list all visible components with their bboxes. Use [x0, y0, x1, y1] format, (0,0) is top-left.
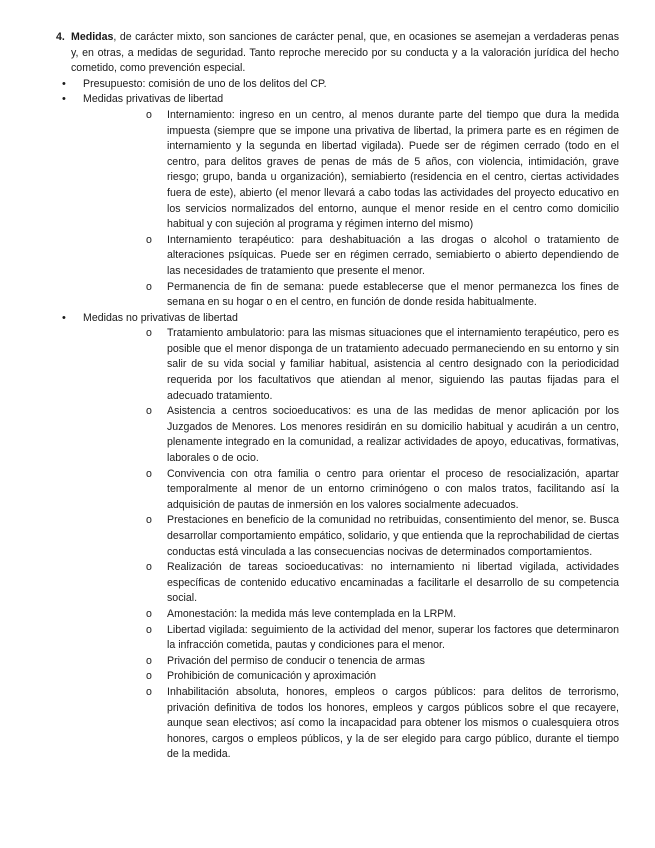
- sub-item-text: Privación del permiso de conducir o tenencia de armas: [167, 654, 425, 667]
- bullet-item: [38, 92, 619, 310]
- sub-bullet-marker: o: [146, 327, 152, 340]
- sub-item: [83, 607, 619, 623]
- sub-item: [83, 280, 619, 311]
- bullet-label: Medidas no privativas de libertad: [83, 311, 238, 324]
- item-intro: , de carácter mixto, son sanciones de carácter penal, que, en ocasiones se asemejan a verdaderas penas y, en otras, a medidas de seguridad. Tanto reproche merecido por su conducta y a la valoración jurídica del hecho cometido, como prevención especial.: [71, 31, 619, 75]
- sub-list: [83, 108, 619, 311]
- bullet-label: Presupuesto: comisión de uno de los delitos del CP.: [83, 77, 327, 90]
- sub-item: [83, 623, 619, 654]
- sub-item-text: Inhabilitación absoluta, honores, empleos o cargos públicos: para delitos de terrorismo, privación definitiva de todos los honores, empleos y cargos públicos sobre el que recayere, aunque sean electivos; así como la incapacidad para obtener los mismos o cualesquiera otros honores, cargos o empleos públicos, y la de ser elegido para cargo público, durante el tiempo de la medida.: [167, 685, 619, 761]
- sub-bullet-marker: o: [146, 685, 152, 698]
- sub-bullet-marker: o: [146, 405, 152, 418]
- sub-item: [83, 685, 619, 763]
- sub-item: [83, 404, 619, 466]
- sub-bullet-marker: o: [146, 467, 152, 480]
- bullet-marker: •: [62, 77, 66, 90]
- sub-item: [83, 467, 619, 514]
- sub-item: [83, 669, 619, 685]
- sub-item-text: Internamiento terapéutico: para deshabituación a las drogas o alcohol o tratamiento de alteraciones psíquicas. Puede ser en régimen cerrado, semiabierto o abierto dependiendo de las necesidades de tratamiento que presente el menor.: [167, 233, 619, 277]
- sub-item-text: Convivencia con otra familia o centro para orientar el proceso de resocialización, apartar temporalmente al menor de un entorno criminógeno o con malos tratos, facilitando así la adquisición de pautas de inmersión en los valores socialmente adecuados.: [167, 467, 619, 511]
- sub-list: [83, 326, 619, 763]
- sub-item-text: Permanencia de fin de semana: puede establecerse que el menor permanezca los fines de semana en su hogar o en el centro, en función de donde resida habitualmente.: [167, 280, 619, 309]
- sub-item: [83, 654, 619, 670]
- sub-bullet-marker: o: [146, 654, 152, 667]
- sub-item: [83, 108, 619, 233]
- bullet-item: [38, 311, 619, 763]
- sub-item-text: Realización de tareas socioeducativas: no internamiento ni libertad vigilada, actividades específicas de contenido educativo encaminadas a facilitarle el desarrollo de su competencia social.: [167, 561, 619, 605]
- sub-bullet-marker: o: [146, 561, 152, 574]
- sub-item: [83, 326, 619, 404]
- bullet-list: [38, 77, 619, 763]
- sub-item-text: Libertad vigilada: seguimiento de la actividad del menor, superar los factores que determinaron la infracción cometida, pautas y condiciones para el menor.: [167, 623, 619, 652]
- sub-item-text: Internamiento: ingreso en un centro, al menos durante parte del tiempo que dura la medida impuesta (siempre que se impone una privativa de libertad, la primera parte es en régimen de internamiento y la segunda en libertad vigilada). Puede ser de régimen cerrado (todo en el centro, para delitos graves de penas de más de 5 años, con violencia, intimidación, grave riesgo; grupo, banda u organización), semiabierto (residencia en el centro, ciertas actividades fuera de este), abierto (el menor llevará a cabo todas las actividades del proyecto educativo en los servicios normalizados del entorno, aunque el menor reside en el centro como domicilio habitual y con sujeción al programa y régimen interno del mismo): [167, 108, 619, 231]
- sub-bullet-marker: o: [146, 108, 152, 121]
- sub-item-text: Prestaciones en beneficio de la comunidad no retribuidas, consentimiento del menor, se. Busca desarrollar comportamiento empático, solidario, y que entienda que la reprochabilidad de ciertas conductas está vinculada a las consecuencias nocivas de determinados comportamientos.: [167, 514, 619, 558]
- sub-item: [83, 233, 619, 280]
- item-number: 4.: [56, 31, 65, 43]
- sub-item: [83, 513, 619, 560]
- sub-bullet-marker: o: [146, 607, 152, 620]
- sub-bullet-marker: o: [146, 233, 152, 246]
- sub-item-text: Amonestación: la medida más leve contemplada en la LRPM.: [167, 607, 457, 620]
- sub-bullet-marker: o: [146, 280, 152, 293]
- bullet-item: [38, 77, 619, 93]
- sub-bullet-marker: o: [146, 670, 152, 683]
- sub-bullet-marker: o: [146, 623, 152, 636]
- sub-item-text: Asistencia a centros socioeducativos: es una de las medidas de menor aplicación por los Juzgados de Menores. Los menores residirán en su domicilio habitual y acudirán a un centro, plenamente integrado en la comunidad, a realizar actividades de apoyo, educativas, formativas, laborales o de ocio.: [167, 405, 619, 465]
- sub-item-text: Tratamiento ambulatorio: para las mismas situaciones que el internamiento terapéutico, pero es posible que el menor disponga de un tratamiento adecuado permaneciendo en su entorno y sin salir de su vida social y familiar habitual, asistencia al centro designado con la periodicidad requerida por los facultativos que atiendan al menor, siguiendo las pautas fijadas para el adecuado tratamiento.: [167, 327, 619, 402]
- sub-item: [83, 560, 619, 607]
- sub-bullet-marker: o: [146, 514, 152, 527]
- bullet-label: Medidas privativas de libertad: [83, 93, 224, 106]
- sub-item-text: Prohibición de comunicación y aproximación: [167, 670, 377, 683]
- bullet-marker: •: [62, 311, 66, 324]
- numbered-item-4: [38, 30, 619, 77]
- bullet-marker: •: [62, 93, 66, 106]
- item-term: Medidas: [71, 31, 114, 43]
